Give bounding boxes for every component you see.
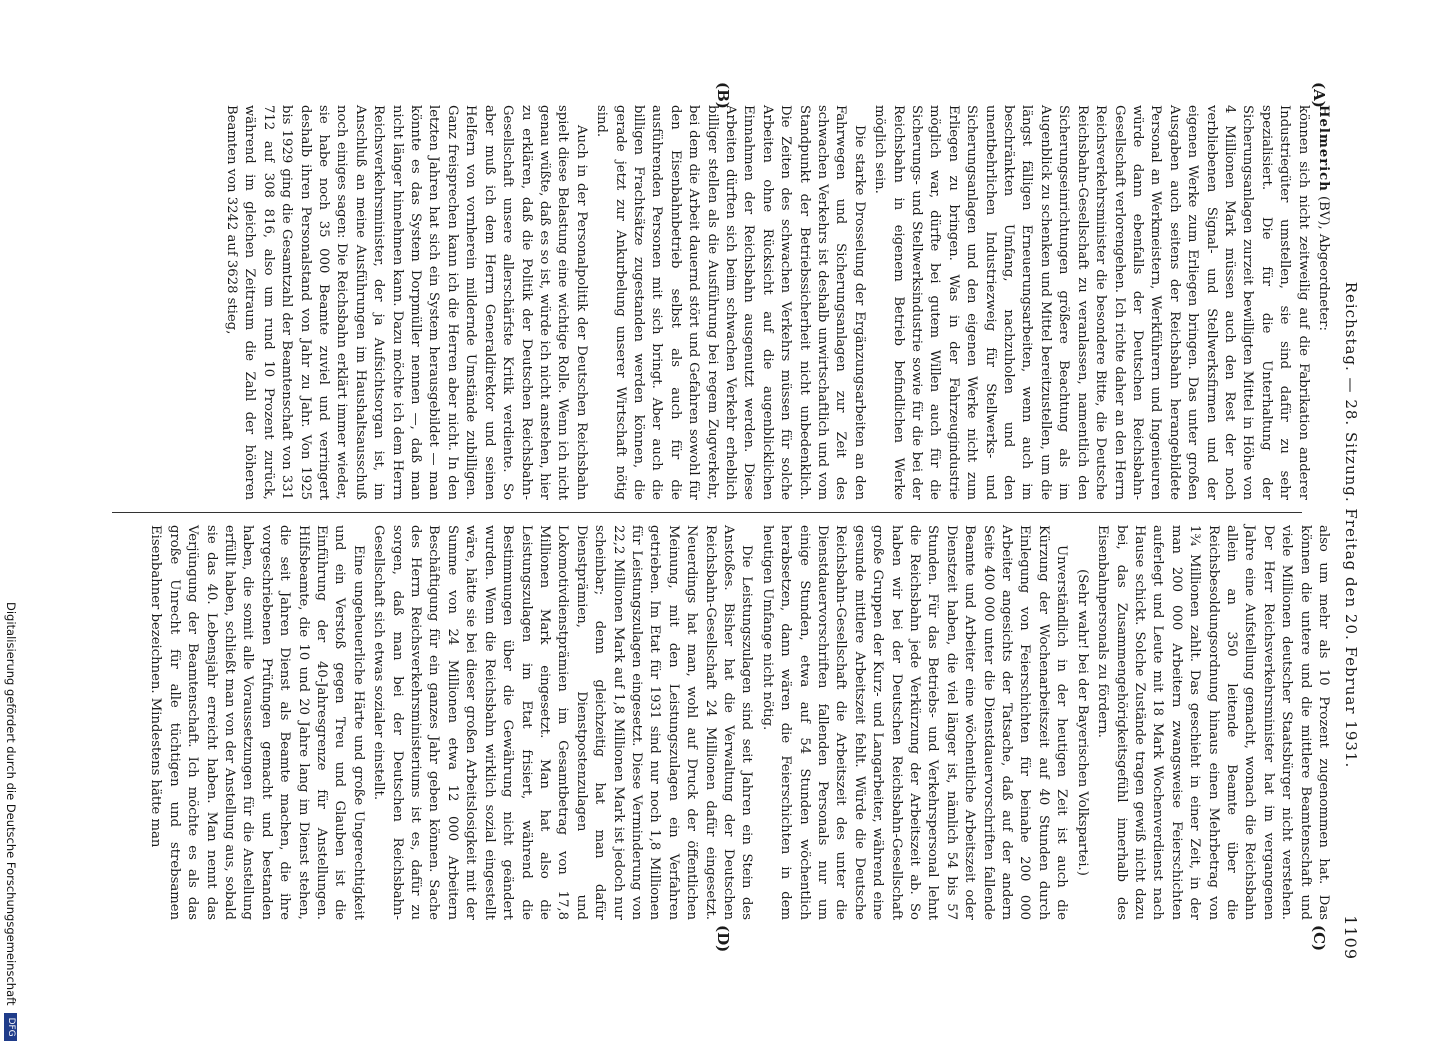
paragraph: also um mehr als 10 Prozent zugenommen hat. Das können die untere und die mittlere Beamtenschaft und viele Millionen deutscher Staatsbürger nicht verstehen. Der Herr Reichsverkehrsminister hat im vergangenen Jahre eine Aufstellung gemacht, wonach die Reichsbahn allein an 350 leitende Beamte über die Reichsbesoldungsordnung hinaus einen Mehrbetrag von 1¾ Millionen zahlt. Das geschieht in einer Zeit, in der man 200 000 Arbeitern zwangsweise Feierschichten auferlegt und Leute mit 18 Mark Wochenverdienst nach Hause schickt. Solche Zustände tragen gewiß nicht dazu bei, das Zusammengehörigkeitsgefühl innerhalb des Eisenbahnpersonals zu fördern. bbox=[1095, 525, 1331, 920]
credit-text: Digitalisierung gefördert durch die Deutsche Forschungsgemeinschaft bbox=[4, 602, 18, 1006]
right-column bbox=[112, 525, 1332, 920]
document-page bbox=[92, 20, 1372, 980]
page-number: 1109 bbox=[1341, 915, 1360, 960]
paragraph: Eine ungeheuerliche Härte und große Ungerechtigkeit und ein Verstoß gegen Treu und Glauben ist die Einführung der 40-Jahresgrenze für Anstellungen. Hilfsbeamte, die 10 und 20 Jahre lang im Dienst stehen, die seit Jahren Dienst als Beamte machen, die ihre vorgeschriebenen Prüfungen gemacht und bestanden haben, die somit alle Voraussetzungen für die Anstellung erfüllt haben, schließt man von der Anstellung aus, sobald sie das 40. Lebensjahr erreicht haben. Man nennt das Verjüngung der Beamtenschaft. Ich möchte es als das große Unrecht für alle tüchtigen und strebsamen Eisenbahner bezeichnen. Mindestens hätte man bbox=[148, 525, 366, 920]
page-header bbox=[1338, 90, 1360, 960]
digitization-credit bbox=[0, 602, 18, 1037]
interjection: (Sehr wahr! bei der Bayerischen Volkspartei.) bbox=[1074, 569, 1090, 876]
margin-mark-d: (D) bbox=[714, 925, 732, 953]
margin-mark-a: (A) bbox=[1310, 82, 1328, 108]
paragraph: Auch in der Personalpolitik der Deutschen Reichsbahn spielt diese Belastung eine wichtige Rolle. Wenn ich nicht genau wüßte, daß es so ist, würde ich nicht anstehen, hier zu erklären, daß die Politik der Deutschen Reichsbahn-Gesellschaft unsere allerschärfste Kritik verdiente. So aber muß ich dem Herrn Generaldirektor und seinen Helfern von vornherein mildernde Umstände zubilligen. Ganz freisprechen kann ich die Herren aber nicht. In den letzten Jahren hat sich ein System herausgebildet — man könnte es das System Dorpmüller nennen —, daß man nicht länger hinnehmen kann. Dazu möchte ich dem Herrn Reichsverkehrsminister, der ja Aufsichtsorgan ist, im Anschluß an meine Ausführungen im Haushaltsausschuß noch einiges sagen: Die Reichsbahn erklärt immer wieder, sie habe noch 35 000 Beamte zuviel und verringert deshalb ihren Personalstand von Jahr zu Jahr. Von 1925 bis 1929 ging die Gesamtzahl der Beamtenschaft von 331 712 auf 308 816, also um rund 10 Prozent zurück, während im gleichen Zeitraum die Zahl der höheren Beamten von 3242 auf 3628 stieg, bbox=[224, 105, 589, 500]
paragraph: Unverständlich in der heutigen Zeit ist auch die Kürzung der Wochenarbeitszeit auf 40 Stunden durch Einlegung von Feierschichten für beinahe 200 000 Arbeiter angesichts der Tatsache, daß auf der andern Seite 400 000 unter die Dienstdauervorschriften fallende Beamte und Arbeiter eine wöchentliche Arbeitszeit oder Dienstzeit haben, die viel länger ist, nämlich 54 bis 57 Stunden. Für das Betriebs- und Verkehrspersonal lehnt die Reichsbahn jede Verkürzung der Arbeitszeit ab. So haben wir bei der Deutschen Reichsbahn-Gesellschaft große Gruppen der Kurz- und Langarbeiter, während eine gesunde mittlere Arbeitszeit fehlt. Würde die Deutsche Reichsbahn-Gesellschaft die Arbeitszeit des unter die Dienstdauervorschriften fallenden Personals nur um einige Stunden, etwa auf 54 Stunden wöchentlich herabsetzen, dann wären die Feierschichten in dem heutigen Umfange nicht nötig. bbox=[759, 525, 1070, 920]
margin-mark-c: (C) bbox=[1310, 925, 1328, 952]
paragraph: können sich nicht zeitweilig auf die Fabrikation anderer Industriegüter umstellen, sie sind dafür zu sehr spezialisiert. Die für die Unterhaltung der Sicherungsanlagen zurzeit bewilligten Mittel in Höhe von 4 Millionen Mark müssen auch den Rest der noch verbliebenen Signal- und Stellwerksfirmen und der eigenen Werke zum Erliegen bringen. Das unter großen Ausgaben auch seitens der Reichsbahn herangebildete Personal an Werkmeistern, Werkführern und Ingenieuren würde dann ebenfalls der Deutschen Reichsbahn-Gesellschaft verlorengehen. Ich richte daher an den Herrn Reichsverkehrsminister die besondere Bitte, die Deutsche Reichsbahn-Gesellschaft zu veranlassen, namentlich den Sicherungseinrichtungen größere Beachtung als im Augenblick zu schenken und Mittel bereitzustellen, um die längst fälligen Erneuerungsarbeiten, wenn auch im beschränkten Umfang, nachzuholen und den unentbehrlichen Industriezweig für Stellwerks- und Sicherungsanlagen und den eigenen Werke nicht zum Erliegen zu bringen. Was in der Fahrzeugindustrie möglich war, dürfte bei gutem Willen auch für die Sicherungs- und Stellwerksindustrie sowie für die bei der Reichsbahn in eigenem Betrieb befindlichen Werke möglich sein. bbox=[872, 105, 1311, 500]
header-text: Reichstag. — 28. Sitzung. Freitag den 20. Februar 1931. bbox=[1342, 281, 1360, 769]
margin-mark-b: (B) bbox=[714, 82, 732, 109]
paragraph: Die Leistungszulagen sind seit Jahren ein Stein des Anstoßes. Bisher hat die Verwaltung der Deutschen Reichsbahn-Gesellschaft 24 Millionen dafür eingesetzt. Neuerdings hat man, wohl auf Druck der öffentlichen Meinung, mit den Leistungszulagen ein Verfahren getrieben. Im Etat für 1931 sind nur noch 1,8 Millionen für Leistungszulagen eingesetzt. Diese Verminderung von 22,2 Millionen Mark auf 1,8 Millionen Mark ist jedoch nur scheinbar; denn gleichzeitig hat man dafür Dienstprämien, Dienstpostenzulagen und Lokomotivdienstprämien im Gesamtbetrag von 17,8 Millionen Mark eingesetzt. Man hat also die Leistungszulagen im Etat frisiert, während die Bestimmungen über die Gewährung nicht geändert wurden. Wenn die Reichsbahn wirklich sozial eingestellt wäre, hätte sie bei dieser großen Arbeitslosigkeit mit der Summe von 24 Millionen etwa 12 000 Arbeitern Beschäftigung für ein ganzes Jahr geben können. Sache des Herrn Reichsverkehrsministeriums ist es, dafür zu sorgen, daß man bei der Deutschen Reichsbahn-Gesellschaft sich etwas sozialer einstellt. bbox=[371, 525, 755, 920]
dfg-logo-icon: DFG bbox=[4, 1013, 17, 1041]
paragraph: Die starke Drosselung der Ergänzungsarbeiten an den Fahrwegen und Sicherungsanlagen zur Zeit des schwachen Verkehrs ist deshalb unwirtschaftlich und vom Standpunkt der Betriebssicherheit nicht unbedenklich. Die Zeiten des schwachen Verkehrs müssen für solche Arbeiten ohne Rücksicht auf die augenblicklichen Einnahmen der Reichsbahn ausgenutzt werden. Diese Arbeiten dürften sich beim schwachen Verkehr erheblich billiger stellen als die Ausführung bei regem Zugverkehr, bei dem die Arbeit dauernd stört und Gefahren sowohl für den Eisenbahnbetrieb selbst als auch für die ausführenden Personen mit sich bringt. Aber auch die billigen Frachtsätze zugestanden werden können, die gerade jetzt zur Ankurbelung unserer Wirtschaft nötig sind. bbox=[594, 105, 867, 500]
left-column bbox=[112, 105, 1332, 500]
column-divider bbox=[112, 512, 1302, 513]
speaker-suffix: (BV), Abgeordneter: bbox=[1316, 191, 1331, 331]
speaker-name: Helmerich bbox=[1316, 105, 1331, 192]
speaker-line bbox=[1314, 105, 1332, 500]
